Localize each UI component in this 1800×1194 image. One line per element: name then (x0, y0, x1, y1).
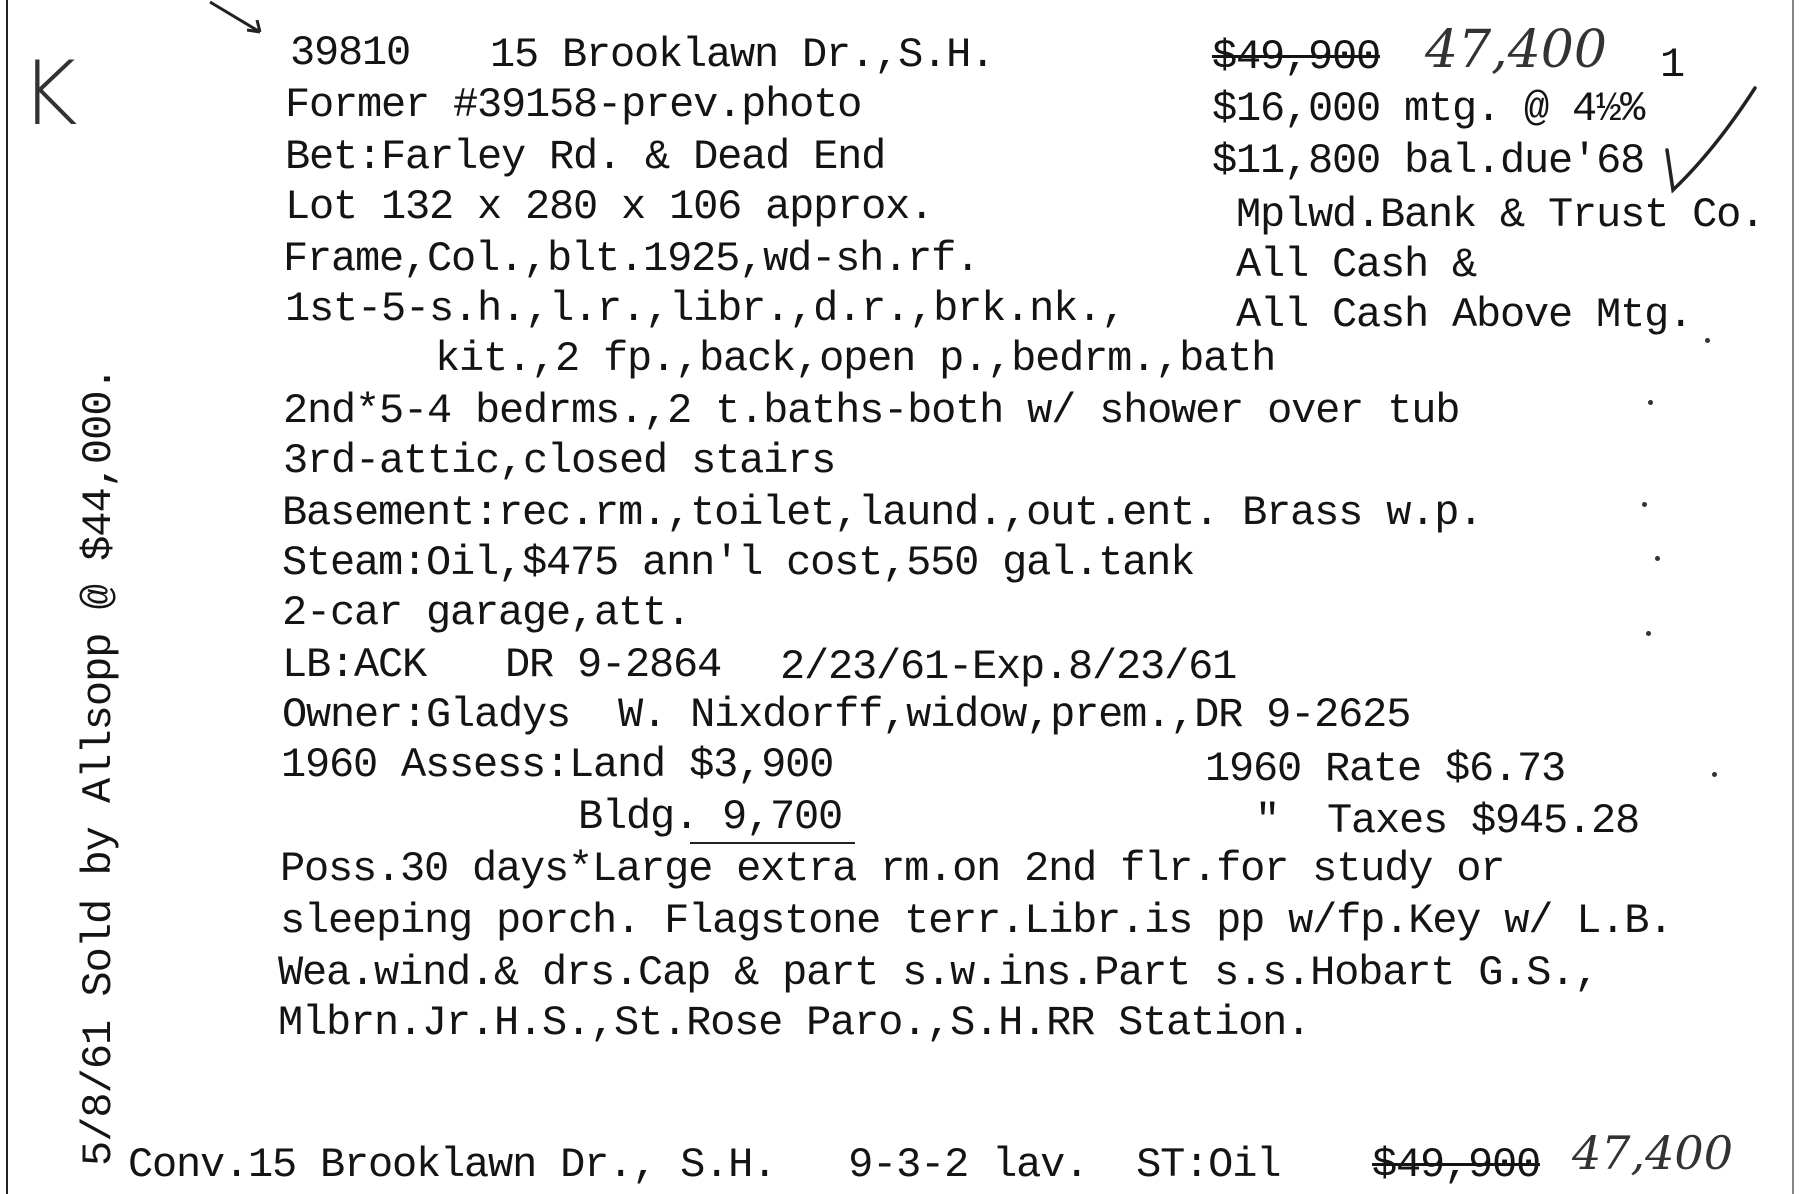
assessment-building: Bldg. 9,700 (578, 793, 843, 841)
check-mark-icon (1655, 80, 1765, 200)
footer-revised-price: 47,400 (1572, 1126, 1733, 1180)
footer-original-price: $49,900 (1372, 1141, 1541, 1189)
bank: Mplwd.Bank & Trust Co. (1236, 191, 1765, 239)
price-mark: 1 (1660, 41, 1685, 89)
heating: Steam:Oil,$475 ann'l cost,550 gal.tank (282, 539, 1195, 587)
third-floor: 3rd-attic,closed stairs (283, 437, 836, 485)
former-listing: Former #39158-prev.photo (285, 81, 862, 129)
second-floor: 2nd*5-4 bedrms.,2 t.baths-both w/ shower over tub (283, 387, 1460, 435)
stray-dot (1655, 556, 1660, 561)
between-streets: Bet:Farley Rd. & Dead End (285, 133, 886, 181)
terms-line-2: All Cash Above Mtg. (1236, 291, 1693, 339)
owner: Owner:Gladys W. Nixdorff,widow,prem.,DR 9-2625 (282, 691, 1411, 739)
revised-price: 47,400 (1425, 20, 1607, 80)
sold-note: 5/8/61 Sold by Allsopp @ $44,000. (75, 367, 123, 1166)
mortgage: $16,000 mtg. @ 4½% (1212, 85, 1645, 133)
stray-dot (1642, 502, 1647, 507)
remarks-line-2: Wea.wind.& drs.Cap & part s.w.ins.Part s.s.Hobart G.S., (278, 949, 1599, 997)
stray-dot (1646, 631, 1651, 636)
possession: Poss.30 days*Large extra rm.on 2nd flr.for study or (280, 845, 1505, 893)
remarks-line-1: sleeping porch. Flagstone terr.Libr.is pp w/fp.Key w/ L.B. (280, 897, 1673, 945)
construction: Frame,Col.,blt.1925,wd-sh.rf. (283, 235, 980, 283)
corner-letter: K (20, 42, 78, 145)
listing-dates: 2/23/61-Exp.8/23/61 (780, 643, 1237, 691)
assessment-land: 1960 Assess:Land $3,900 (281, 741, 834, 789)
basement: Basement:rec.rm.,toilet,laund.,out.ent. Brass w.p. (282, 489, 1483, 537)
listing-address: 15 Brooklawn Dr.,S.H. (490, 31, 995, 79)
original-price: $49,900 (1212, 33, 1381, 81)
lot-size: Lot 132 x 280 x 106 approx. (285, 183, 934, 231)
first-floor: 1st-5-s.h.,l.r.,libr.,d.r.,brk.nk., (285, 285, 1126, 333)
footer-summary: Conv.15 Brooklawn Dr., S.H. 9-3-2 lav. ST:Oil (128, 1141, 1281, 1189)
listing-number: 39810 (290, 29, 411, 77)
stray-dot (1705, 338, 1710, 343)
stray-dot (1648, 400, 1653, 405)
taxes: " Taxes $945.28 (1255, 797, 1640, 845)
card-right-edge (1792, 0, 1794, 1194)
tax-rate: 1960 Rate $6.73 (1205, 745, 1566, 793)
assessment-underline (690, 842, 855, 844)
card-left-edge (6, 0, 8, 1194)
balance-due: $11,800 bal.due'68 (1212, 137, 1645, 185)
arrow-mark-icon (205, 0, 275, 45)
broker-phone: DR 9-2864 (505, 641, 722, 689)
listing-broker: LB:ACK (282, 641, 427, 689)
stray-dot (1712, 772, 1717, 777)
garage: 2-car garage,att. (282, 589, 691, 637)
remarks-line-3: Mlbrn.Jr.H.S.,St.Rose Paro.,S.H.RR Station. (278, 999, 1311, 1047)
terms-line-1: All Cash & (1236, 241, 1477, 289)
first-floor-cont: kit.,2 fp.,back,open p.,bedrm.,bath (435, 335, 1276, 383)
